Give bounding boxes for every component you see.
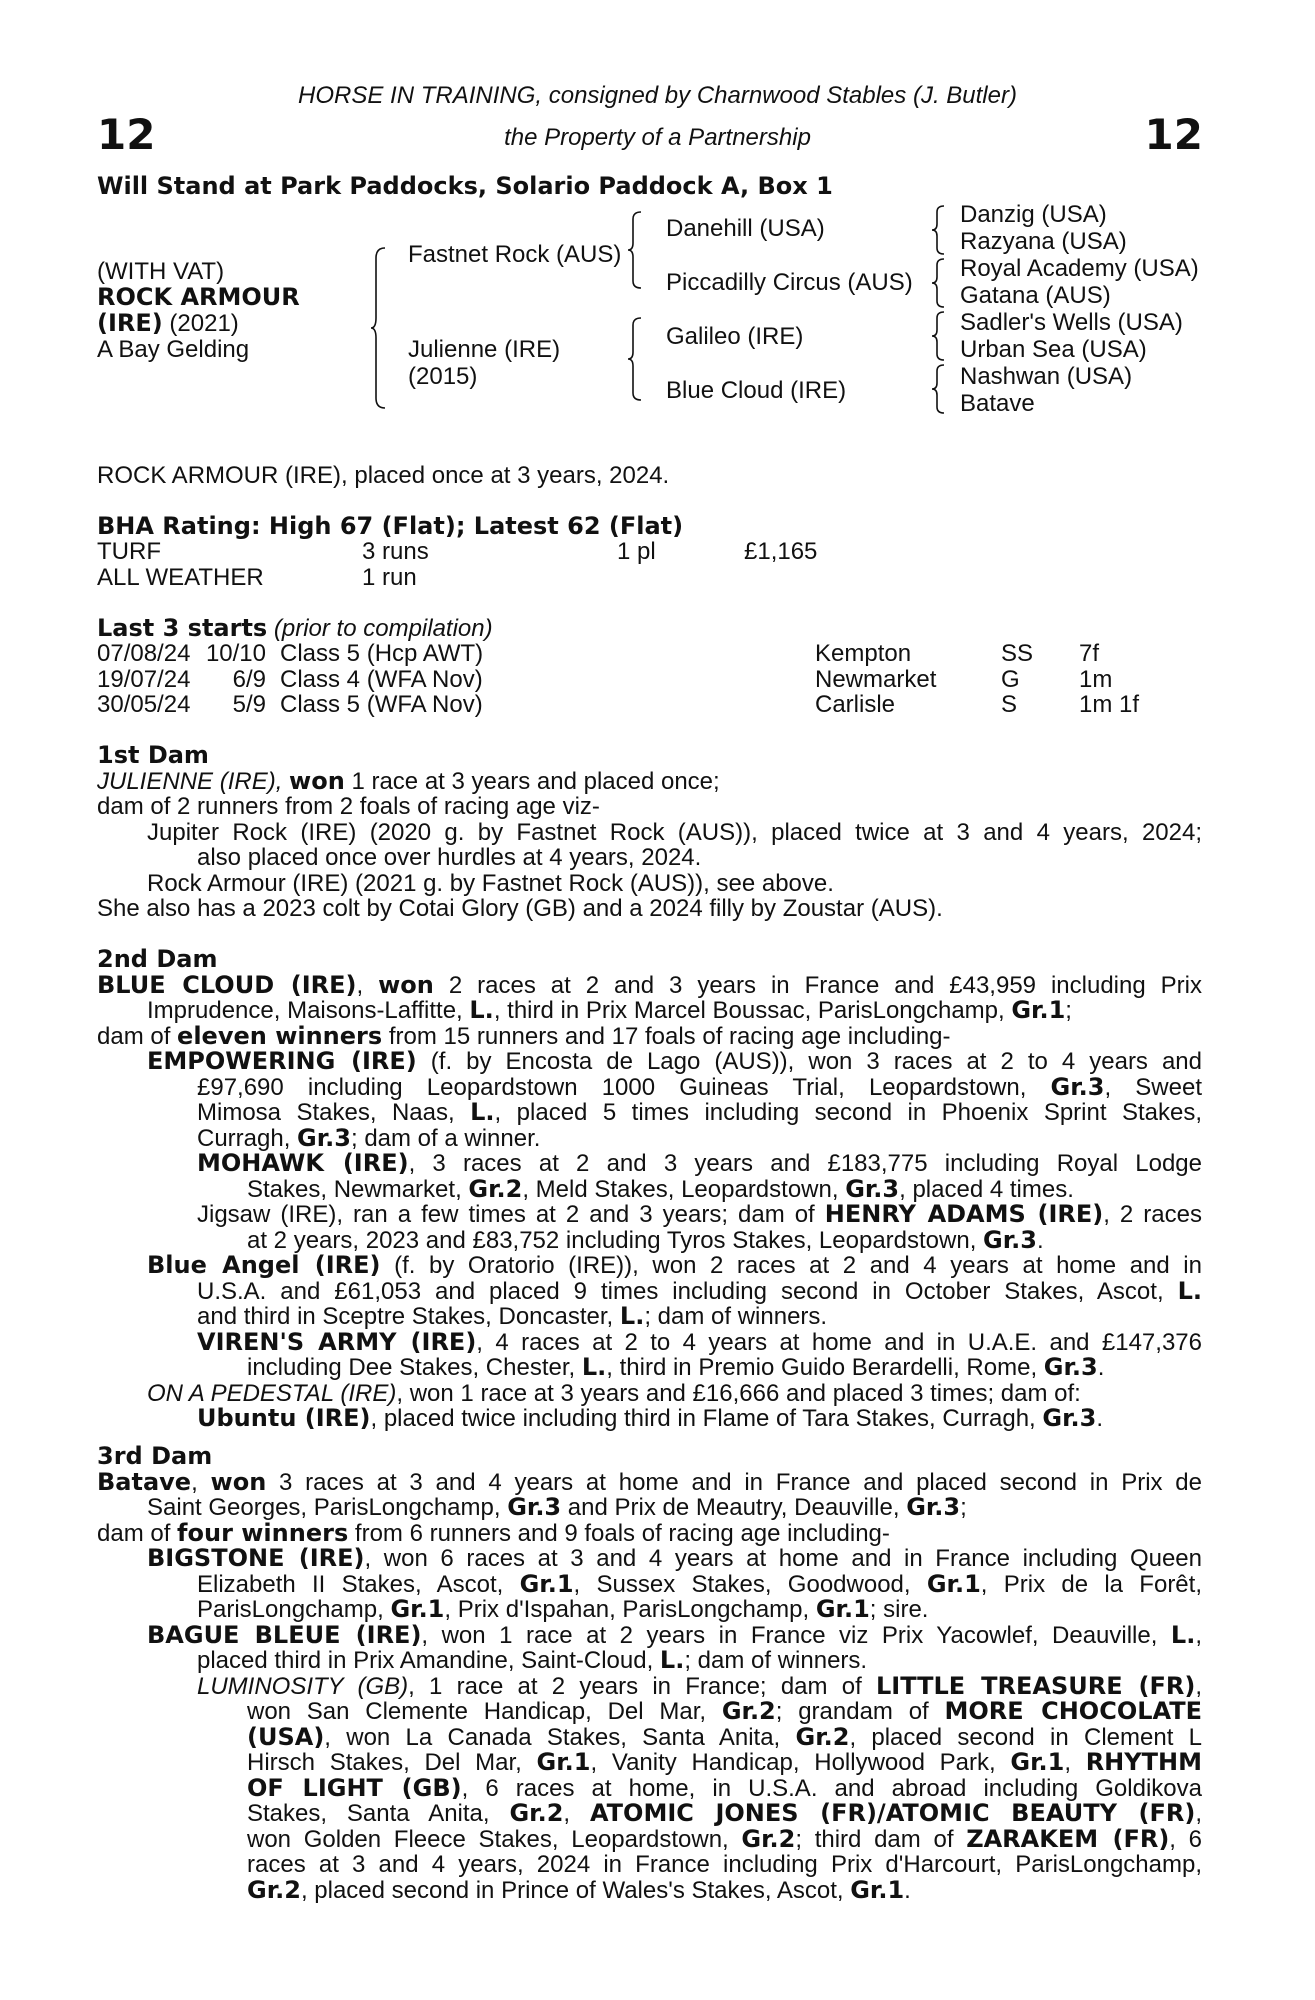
start-row <box>97 641 1139 667</box>
text-span: , 4 races at 2 to 4 years at home and in U.A.E. and £147,376 <box>476 1328 1202 1356</box>
grade-label: Gr.3 <box>1043 1353 1098 1381</box>
grade-label: Gr.1 <box>390 1595 445 1623</box>
won-label: won <box>289 766 345 795</box>
consignor-line: HORSE IN TRAINING, consigned by Charnwood Stables (J. Butler) <box>298 82 1017 109</box>
bha-rating-title: BHA Rating: High 67 (Flat); Latest 62 (Flat) <box>97 512 684 540</box>
horse-name-bold: VIREN'S ARMY (IRE) <box>197 1327 477 1356</box>
winners-count: eleven winners <box>177 1021 383 1050</box>
rating-prize: £1,165 <box>744 538 818 565</box>
rating-table <box>97 539 817 590</box>
horse-name-bold: BIGSTONE (IRE) <box>147 1544 365 1572</box>
horse-name-bold: Ubuntu (IRE) <box>197 1404 371 1432</box>
pedigree-g4: Gatana (AUS) <box>960 282 1111 309</box>
horse-name-bold: LITTLE TREASURE (FR) <box>876 1671 1196 1700</box>
grade-label: Gr.3 <box>845 1174 900 1203</box>
start-date: 07/08/24 <box>97 640 191 667</box>
text-line <box>97 1801 1202 1827</box>
property-line: the Property of a Partnership <box>504 124 811 151</box>
text-span: . <box>904 1876 911 1904</box>
text-span: ; third dam of <box>795 1825 967 1853</box>
text-span: , won 6 races at 3 and 4 years at home and in France including Queen <box>364 1545 1203 1572</box>
grade-label: L. <box>659 1646 685 1674</box>
pedigree-brace-g2 <box>931 257 947 309</box>
pedigree-sire-sire: Danehill (USA) <box>666 215 825 242</box>
start-going: S <box>1001 691 1018 718</box>
text-span: Elizabeth II Stakes, Ascot, <box>197 1570 520 1598</box>
text-span: , <box>1064 1749 1086 1776</box>
text-span: , <box>1195 1672 1202 1700</box>
start-row <box>97 667 1139 693</box>
text-span: ; dam of winners. <box>644 1303 828 1330</box>
grade-label: Gr.3 <box>1050 1072 1105 1101</box>
text-line <box>97 1546 1202 1572</box>
start-class: Class 4 (WFA Nov) <box>280 665 483 693</box>
text-span: ; dam of winners. <box>684 1647 868 1674</box>
text-span: U.S.A. and £61,053 and placed 9 times including second in October Stakes, Ascot, <box>197 1277 1178 1305</box>
text-span: (f. by Encosta de Lago (AUS)), won 3 races at 2 to 4 years and <box>416 1048 1202 1075</box>
text-span: Hirsch Stakes, Del Mar, <box>247 1749 537 1776</box>
pedigree-g1: Danzig (USA) <box>960 201 1107 228</box>
grade-label: Gr.3 <box>983 1225 1037 1254</box>
text-span: at 2 years, 2023 and £83,752 including Tyros Stakes, Leopardstown, <box>247 1226 984 1254</box>
grade-label: Gr.1 <box>815 1595 870 1623</box>
grade-label: Gr.1 <box>519 1569 574 1598</box>
horse-origin: (IRE) <box>97 309 163 337</box>
pedigree-brace-sire <box>627 210 645 290</box>
start-class: Class 5 (Hcp AWT) <box>280 640 484 667</box>
dam-name: JULIENNE (IRE), <box>97 767 283 795</box>
text-line <box>97 1750 1202 1776</box>
text-line <box>97 766 1202 795</box>
start-course: Kempton <box>815 640 912 667</box>
text-span: including Dee Stakes, Chester, <box>247 1354 582 1381</box>
text-span: , won La Canada Stakes, Santa Anita, <box>324 1723 796 1751</box>
text-line: Rock Armour (IRE) (2021 g. by Fastnet Rock (AUS)), see above. <box>147 869 834 897</box>
grade-label: Gr.2 <box>795 1722 850 1751</box>
rating-surface: TURF <box>97 538 161 565</box>
text-span: . <box>1097 1354 1105 1381</box>
horse-name-italic: LUMINOSITY (GB) <box>197 1672 409 1700</box>
text-line <box>97 1100 1202 1126</box>
start-going: G <box>1001 665 1020 693</box>
text-span: Stakes, Newmarket, <box>247 1175 469 1203</box>
text-span: ParisLongchamp, <box>197 1596 391 1623</box>
start-distance: 1m <box>1079 665 1113 693</box>
text-line <box>97 1467 1202 1496</box>
start-course: Carlisle <box>815 691 896 718</box>
rating-prize <box>744 565 817 591</box>
rating-surface: ALL WEATHER <box>97 563 264 591</box>
lot-number-left: 12 <box>97 110 156 159</box>
text-span: , 2 races <box>1103 1201 1202 1228</box>
grade-label: Gr.3 <box>906 1493 961 1521</box>
text-span: Stakes, Santa Anita, <box>247 1800 510 1827</box>
horse-description: A Bay Gelding <box>97 336 250 363</box>
text-span: , <box>191 1468 211 1496</box>
horse-year: (2021) <box>169 310 239 337</box>
text-line <box>97 1304 1202 1330</box>
text-span: ; sire. <box>869 1596 929 1623</box>
text-span: £97,690 including Leopardstown 1000 Guineas Trial, Leopardstown, <box>197 1073 1051 1101</box>
pedigree-g6: Urban Sea (USA) <box>960 336 1147 363</box>
text-line <box>97 1875 1202 1904</box>
text-line <box>97 970 1202 999</box>
rating-runs: 1 run <box>362 563 417 591</box>
grade-label: Gr.2 <box>247 1875 301 1904</box>
text-line: races at 3 and 4 years, 2024 in France including Prix d'Harcourt, ParisLongchamp, <box>247 1851 1202 1878</box>
text-span: , placed 4 times. <box>899 1175 1074 1203</box>
grade-label: Gr.1 <box>1010 1748 1065 1776</box>
third-dam-section <box>97 1444 1202 1903</box>
grade-label: Gr.3 <box>297 1123 351 1152</box>
text-span: , <box>563 1800 590 1827</box>
lot-number-right: 12 <box>1144 110 1203 159</box>
text-line <box>97 1174 1202 1203</box>
pedigree-brace-g3 <box>931 310 947 362</box>
text-span: dam of <box>97 1519 178 1547</box>
last-starts-note: (prior to compilation) <box>273 615 493 642</box>
pedigree-g8: Batave <box>960 390 1035 417</box>
race-summary: ROCK ARMOUR (IRE), placed once at 3 years, 2024. <box>97 462 670 489</box>
start-date: 30/05/24 <box>97 691 191 718</box>
text-line <box>97 1518 1202 1547</box>
text-line <box>97 1620 1202 1649</box>
text-span: , won 1 race at 3 years and £16,666 and placed 3 times; dam of: <box>396 1379 1081 1407</box>
grade-label: Gr.3 <box>1042 1404 1097 1432</box>
horse-name-bold: ATOMIC JONES (FR)/ATOMIC BEAUTY (FR) <box>589 1799 1196 1827</box>
text-line <box>97 1569 1202 1598</box>
text-span: , <box>1195 1621 1202 1649</box>
text-span: , placed second in Clement L <box>849 1723 1202 1751</box>
start-distance: 1m 1f <box>1079 691 1140 718</box>
start-class: Class 5 (WFA Nov) <box>280 691 483 718</box>
rating-row <box>97 539 817 565</box>
start-going: SS <box>1001 640 1034 667</box>
text-line <box>97 1773 1202 1802</box>
rating-placings: 1 pl <box>617 538 656 565</box>
horse-name-bold: MORE CHOCOLATE <box>944 1697 1202 1725</box>
text-span: , Prix d'Ispahan, ParisLongchamp, <box>444 1596 816 1623</box>
grade-label: L. <box>1170 1620 1196 1649</box>
section-heading: 3rd Dam <box>97 1442 213 1470</box>
text-span: . <box>1096 1405 1103 1432</box>
grade-label: L. <box>470 1098 495 1126</box>
horse-name-bold: OF LIGHT (GB) <box>247 1773 462 1802</box>
vat-note: (WITH VAT) <box>97 258 225 285</box>
pedigree-g2: Razyana (USA) <box>960 228 1127 255</box>
text-span: , Vanity Handicap, Hollywood Park, <box>590 1749 1011 1776</box>
text-line <box>97 1072 1202 1101</box>
horse-name-bold: EMPOWERING (IRE) <box>147 1047 417 1075</box>
text-line <box>97 1253 1202 1279</box>
text-span: Imprudence, Maisons-Laffitte, <box>147 997 470 1024</box>
rating-row <box>97 565 817 591</box>
pedigree-dam-year: (2015) <box>408 363 478 390</box>
text-line: also placed once over hurdles at 4 years, 2024. <box>197 844 702 871</box>
text-line <box>97 1648 1202 1674</box>
text-line <box>97 1824 1203 1853</box>
text-span: , Prix de la Forêt, <box>980 1570 1202 1598</box>
text-line <box>97 1699 1202 1725</box>
text-span: , placed second in Prince of Wales's Stakes, Ascot, <box>300 1876 851 1904</box>
horse-name-bold: HENRY ADAMS (IRE) <box>824 1200 1104 1228</box>
text-span: Saint Georges, ParisLongchamp, <box>147 1494 508 1521</box>
start-date: 19/07/24 <box>97 665 191 693</box>
text-line: Jupiter Rock (IRE) (2020 g. by Fastnet Rock (AUS)), placed twice at 3 and 4 years, 2024; <box>147 818 1202 846</box>
text-span: and Prix de Meautry, Deauville, <box>561 1494 907 1521</box>
horse-name-bold: (USA) <box>247 1722 325 1751</box>
text-line <box>97 998 1202 1024</box>
grade-label: Gr.1 <box>536 1748 591 1776</box>
text-span: and third in Sceptre Stakes, Doncaster, <box>197 1303 620 1330</box>
pedigree-g3: Royal Academy (USA) <box>960 255 1199 282</box>
start-position: 5/9 <box>232 691 266 718</box>
text-line <box>97 1225 1202 1254</box>
horse-name-bold: Blue Angel (IRE) <box>147 1251 381 1279</box>
second-dam-section <box>97 947 1202 1432</box>
text-span: , third in Premio Guido Berardelli, Rome, <box>606 1354 1044 1381</box>
pedigree-g7: Nashwan (USA) <box>960 363 1133 390</box>
start-distance: 7f <box>1079 640 1100 667</box>
text-span: won Golden Fleece Stakes, Leopardstown, <box>247 1825 742 1853</box>
pedigree-g5: Sadler's Wells (USA) <box>960 309 1183 336</box>
text-span: , 6 races at home, in U.S.A. and abroad including Goldikova <box>461 1774 1202 1802</box>
text-line <box>97 1123 1202 1152</box>
text-span: , won 1 race at 2 years in France viz Prix Yacowlef, Deauville, <box>421 1621 1171 1649</box>
text-line <box>97 1021 1202 1050</box>
won-label: won <box>378 970 434 999</box>
horse-name-bold: ZARAKEM (FR) <box>966 1824 1170 1853</box>
pedigree-brace-g1 <box>931 204 947 256</box>
grade-label: L. <box>1177 1276 1202 1305</box>
text-span: , Meld Stakes, Leopardstown, <box>522 1175 846 1203</box>
last-starts-table <box>97 641 1139 718</box>
section-heading: 1st Dam <box>97 741 209 769</box>
pedigree-sire-dam: Piccadilly Circus (AUS) <box>666 269 913 296</box>
text-span: 2 races at 2 and 3 years in France and £43,959 including Prix <box>433 971 1202 999</box>
text-span: , Sussex Stakes, Goodwood, <box>573 1570 927 1598</box>
grade-label: Gr.1 <box>850 1875 905 1904</box>
pedigree-dam-sire: Galileo (IRE) <box>666 323 804 350</box>
text-line <box>97 1722 1202 1751</box>
rating-runs: 3 runs <box>362 538 429 565</box>
pedigree-dam-dam: Blue Cloud (IRE) <box>666 377 847 404</box>
text-span: , <box>1195 1800 1202 1827</box>
horse-origin-year <box>97 311 239 337</box>
text-span: , placed 5 times including second in Phoenix Sprint Stakes, <box>494 1099 1203 1126</box>
pedigree-sire: Fastnet Rock (AUS) <box>408 241 622 268</box>
horse-name-bold: BLUE CLOUD (IRE) <box>97 970 357 999</box>
pedigree-brace-main <box>370 246 390 410</box>
stand-location: Will Stand at Park Paddocks, Solario Paddock A, Box 1 <box>97 172 833 200</box>
section-heading: 2nd Dam <box>97 945 218 973</box>
text-line <box>97 1406 1202 1432</box>
text-span: ; <box>1065 997 1072 1024</box>
text-span: (f. by Oratorio (IRE)), won 2 races at 2 and 4 years at home and in <box>380 1252 1202 1279</box>
text-span: Jigsaw (IRE), ran a few times at 2 and 3 years; dam of <box>197 1201 825 1228</box>
text-span: from 15 runners and 17 foals of racing age including- <box>382 1022 951 1050</box>
horse-name: ROCK ARMOUR <box>97 283 300 311</box>
text-line <box>97 1671 1202 1700</box>
start-course: Newmarket <box>815 665 937 693</box>
grade-label: Gr.2 <box>509 1799 564 1827</box>
text-span: 1 race at 3 years and placed once; <box>351 767 720 795</box>
text-line: She also has a 2023 colt by Cotai Glory (GB) and a 2024 filly by Zoustar (AUS). <box>97 895 943 922</box>
text-span: 3 races at 3 and 4 years at home and in France and placed second in Prix de <box>266 1468 1202 1496</box>
text-span: placed third in Prix Amandine, Saint-Cloud, <box>197 1647 660 1674</box>
horse-name-bold: RHYTHM <box>1085 1748 1202 1776</box>
text-span: , 6 <box>1169 1825 1203 1853</box>
last-starts-title: Last 3 starts <box>97 614 268 642</box>
grade-label: Gr.1 <box>1011 996 1066 1024</box>
text-line <box>97 1597 1202 1623</box>
text-span: , <box>356 971 379 999</box>
start-position: 6/9 <box>232 665 266 693</box>
grade-label: Gr.2 <box>741 1824 796 1853</box>
rating-placings <box>617 565 744 591</box>
horse-name-bold: Batave <box>97 1467 192 1496</box>
grade-label: Gr.2 <box>468 1174 523 1203</box>
last-starts-heading <box>97 616 493 642</box>
text-span: ; grandam of <box>775 1698 945 1725</box>
grade-label: L. <box>469 996 494 1024</box>
text-line <box>97 1327 1202 1356</box>
text-line <box>97 1151 1202 1177</box>
grade-label: Gr.1 <box>926 1569 981 1598</box>
text-span: , Sweet <box>1104 1073 1202 1101</box>
grade-label: Gr.2 <box>721 1697 776 1725</box>
pedigree-brace-dam <box>627 316 645 402</box>
winners-count: four winners <box>177 1518 349 1547</box>
grade-label: Gr.3 <box>507 1493 562 1521</box>
text-span: , placed twice including third in Flame of Tara Stakes, Curragh, <box>370 1405 1043 1432</box>
text-span: . <box>1036 1226 1044 1254</box>
text-span: won San Clemente Handicap, Del Mar, <box>247 1698 722 1725</box>
text-span: ; dam of a winner. <box>350 1124 541 1152</box>
text-line <box>97 1049 1202 1075</box>
text-span: Curragh, <box>197 1124 298 1152</box>
text-line <box>97 1202 1202 1228</box>
first-dam-section <box>97 743 1202 922</box>
text-span: from 6 runners and 9 foals of racing age including- <box>348 1519 890 1547</box>
grade-label: L. <box>581 1353 607 1381</box>
text-span: , 1 race at 2 years in France; dam of <box>408 1672 876 1700</box>
text-span: ; <box>960 1494 967 1521</box>
pedigree-brace-g4 <box>931 363 947 415</box>
text-span: , third in Prix Marcel Boussac, ParisLongchamp, <box>493 997 1012 1024</box>
text-line <box>97 1355 1202 1381</box>
horse-name-bold: BAGUE BLEUE (IRE) <box>147 1620 422 1649</box>
start-row <box>97 692 1139 718</box>
horse-name-italic: ON A PEDESTAL (IRE) <box>147 1379 397 1407</box>
grade-label: L. <box>619 1302 645 1330</box>
text-line <box>97 1495 1202 1521</box>
horse-name-bold: MOHAWK (IRE) <box>197 1149 409 1177</box>
start-position: 10/10 <box>205 640 266 667</box>
text-line <box>97 1381 1202 1407</box>
text-span: dam of <box>97 1022 178 1050</box>
pedigree-dam: Julienne (IRE) <box>408 336 561 363</box>
text-span: Mimosa Stakes, Naas, <box>197 1099 471 1126</box>
text-line <box>97 1276 1202 1305</box>
text-line: dam of 2 runners from 2 foals of racing age viz- <box>97 793 600 820</box>
text-span: , 3 races at 2 and 3 years and £183,775 including Royal Lodge <box>408 1150 1202 1177</box>
won-label: won <box>210 1467 267 1496</box>
